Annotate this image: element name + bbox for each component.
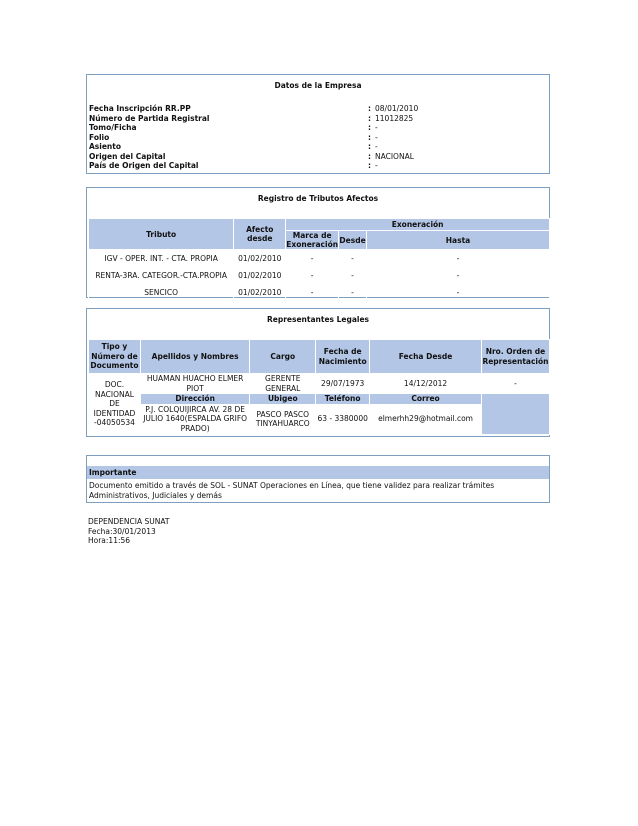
empresa-sep: : [368, 113, 371, 123]
empresa-label: Fecha Inscripción RR.PP [89, 104, 191, 113]
empresa-row [89, 133, 549, 143]
empresa-value: - [375, 161, 378, 170]
empresa-sep: : [368, 142, 371, 151]
header-correo: Correo [370, 394, 482, 405]
header-ubigeo: Ubigeo [250, 394, 316, 405]
header-cargo: Cargo [250, 340, 316, 374]
empresa-row [89, 123, 549, 133]
cell-nro-orden: - [481, 374, 549, 394]
empresa-panel [86, 74, 550, 174]
empresa-sep: : [368, 161, 371, 170]
header-hasta: Hasta [367, 231, 550, 250]
footer-fecha: Fecha:30/01/2013 [88, 526, 156, 536]
empresa-row [89, 152, 549, 162]
header-telefono: Teléfono [316, 394, 370, 405]
empresa-value: 08/01/2010 [375, 104, 419, 113]
cell-afecto: 01/02/2010 [234, 267, 286, 284]
empresa-row [89, 142, 549, 152]
empresa-row [89, 104, 549, 114]
table-row [89, 374, 550, 394]
representantes-title: Representantes Legales [266, 315, 370, 324]
empresa-label: Folio [89, 132, 110, 142]
empresa-value: 11012825 [375, 113, 414, 123]
cell-desde: - [339, 250, 367, 267]
footer-dependencia: DEPENDENCIA SUNAT [88, 517, 170, 526]
cell-correo: elmerhh29@hotmail.com [370, 404, 482, 434]
cell-ubigeo: PASCO PASCO TINYAHUARCO [250, 404, 316, 434]
empresa-label: Origen del Capital [89, 151, 166, 161]
cell-tributo: IGV - OPER. INT. - CTA. PROPIA [89, 250, 234, 267]
importante-panel [86, 455, 550, 503]
cell-hasta: - [367, 284, 550, 301]
header-tributo: Tributo [89, 219, 234, 250]
footer-hora: Hora:11:56 [88, 536, 131, 545]
empty-cell [481, 394, 549, 435]
empresa-label: Número de Partida Registral [89, 113, 210, 123]
empresa-label: Tomo/Ficha [89, 123, 137, 132]
cell-nacimiento: 29/07/1973 [316, 374, 370, 394]
cell-afecto: 01/02/2010 [234, 284, 286, 301]
importante-text: Documento emitido a través de SOL - SUNAT Operaciones en Línea, que tiene validez para realizar trámites Administrativos, Judiciales y demás [89, 481, 495, 500]
empresa-value: - [375, 142, 378, 151]
importante-title: Importante [87, 466, 549, 479]
cell-marca: - [286, 284, 339, 301]
empresa-label: País de Origen del Capital [89, 161, 199, 170]
header-desde: Desde [339, 231, 367, 250]
header-fecha-desde: Fecha Desde [370, 340, 482, 374]
header-afecto-desde: Afecto desde [234, 219, 286, 250]
header-marca: Marca de Exoneración [286, 231, 339, 249]
cell-telefono: 63 - 3380000 [316, 404, 370, 434]
cell-tributo: SENCICO [89, 284, 234, 301]
table-row [89, 250, 550, 267]
cell-tipo-documento: DOC. NACIONAL DE IDENTIDAD -04050534 [89, 374, 141, 435]
empresa-value: NACIONAL [375, 151, 414, 161]
tributos-panel [86, 187, 550, 298]
header-tipo-documento: Tipo y Número de Documento [89, 340, 141, 374]
cell-fecha-desde: 14/12/2012 [370, 374, 482, 394]
header-exoneracion: Exoneración [286, 219, 550, 231]
empresa-title: Datos de la Empresa [274, 81, 362, 90]
empresa-value: - [375, 123, 378, 132]
table-row [89, 284, 550, 301]
representantes-panel [86, 308, 550, 437]
header-nro-orden: Nro. Orden de Representación [481, 340, 549, 374]
cell-marca: - [286, 250, 339, 267]
cell-direccion: P.J. COLQUIJIRCA AV. 28 DE JULIO 1640(ESPALDA GRIFO PRADO) [140, 404, 249, 434]
header-direccion: Dirección [140, 394, 249, 405]
empresa-sep: : [368, 104, 371, 113]
tributos-table [88, 218, 550, 301]
cell-hasta: - [367, 250, 550, 267]
empresa-row [89, 161, 549, 171]
empresa-sep: : [368, 132, 371, 142]
cell-desde: - [339, 267, 367, 284]
empresa-label: Asiento [89, 142, 122, 151]
cell-nombres: HUAMAN HUACHO ELMER PIOT [140, 374, 249, 394]
cell-marca: - [286, 267, 339, 284]
cell-cargo: GERENTE GENERAL [250, 374, 316, 394]
header-nacimiento: Fecha de Nacimiento [316, 340, 370, 374]
tributos-title: Registro de Tributos Afectos [257, 194, 379, 203]
empresa-table [89, 104, 549, 171]
empresa-sep: : [368, 151, 371, 161]
cell-hasta: - [367, 267, 550, 284]
table-row [89, 267, 550, 284]
empresa-row [89, 114, 549, 124]
footer-block [88, 517, 169, 546]
empresa-sep: : [368, 123, 371, 132]
cell-desde: - [339, 284, 367, 301]
table-row [89, 404, 550, 434]
header-nombres: Apellidos y Nombres [140, 340, 249, 374]
representantes-table [88, 339, 550, 435]
cell-tributo: RENTA-3RA. CATEGOR.-CTA.PROPIA [89, 267, 234, 284]
cell-afecto: 01/02/2010 [234, 250, 286, 267]
empresa-value: - [375, 132, 378, 142]
